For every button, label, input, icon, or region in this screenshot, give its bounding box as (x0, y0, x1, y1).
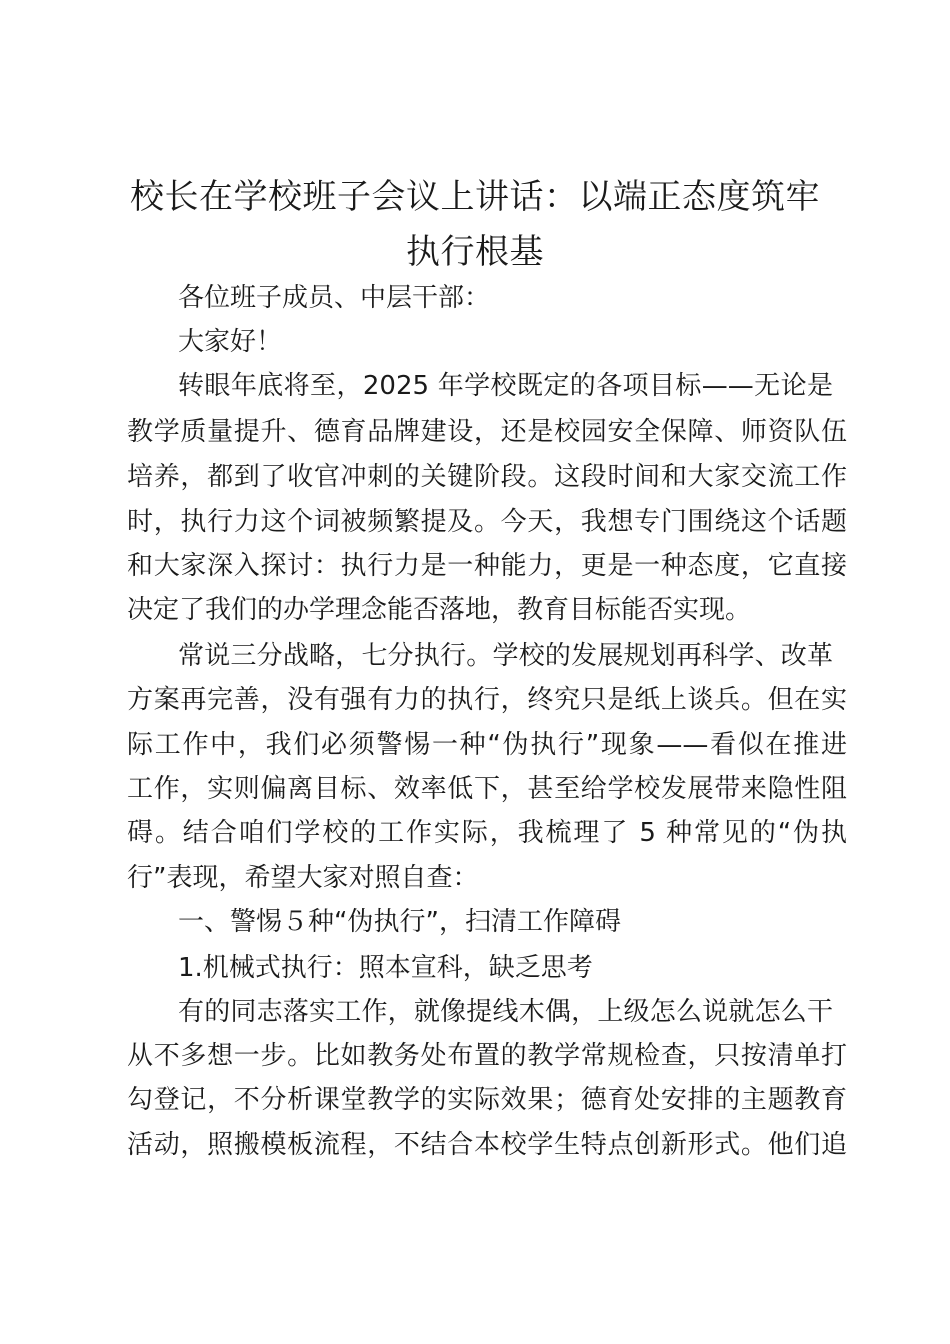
salutation: 各位班子成员、中层干部： (178, 283, 491, 313)
paragraph-2-line-1: 常说三分战略，七分执行。学校的发展规划再科学、改革 (178, 641, 833, 671)
paragraph-2-line-2: 方案再完善，没有强有力的执行，终究只是纸上谈兵。但在实 (127, 685, 847, 715)
paragraph-3-line-1: 有的同志落实工作，就像提线木偶，上级怎么说就怎么干 (178, 997, 833, 1027)
title-line-2: 执行根基 (406, 232, 544, 272)
title-line-1: 校长在学校班子会议上讲话：以端正态度筑牢 (130, 177, 820, 217)
paragraph-1-line-6: 决定了我们的办学理念能否落地，教育目标能否实现。 (127, 595, 752, 625)
paragraph-1-line-3: 培养，都到了收官冲刺的关键阶段。这段时间和大家交流工作 (127, 462, 847, 492)
paragraph-3-line-2: 从不多想一步。比如教务处布置的教学常规检查，只按清单打 (127, 1041, 847, 1071)
document-title (100, 170, 850, 280)
greeting: 大家好！ (178, 327, 283, 357)
paragraph-2-line-5: 碍。结合咱们学校的工作实际，我梳理了 5 种常见的“伪执 (127, 818, 847, 848)
subheading-1: 1.机械式执行：照本宣科，缺乏思考 (178, 953, 593, 983)
section-heading-1: 一、警惕５种“伪执行”，扫清工作障碍 (178, 907, 621, 937)
paragraph-3-line-3: 勾登记，不分析课堂教学的实际效果；德育处安排的主题教育 (127, 1085, 847, 1115)
paragraph-2-line-6: 行”表现，希望大家对照自查： (127, 863, 479, 893)
paragraph-1-line-2: 教学质量提升、德育品牌建设，还是校园安全保障、师资队伍 (127, 417, 847, 447)
paragraph-1-line-5: 和大家深入探讨：执行力是一种能力，更是一种态度，它直接 (127, 551, 847, 581)
paragraph-2-line-4: 工作，实则偏离目标、效率低下，甚至给学校发展带来隐性阻 (127, 774, 847, 804)
paragraph-1-line-4: 时，执行力这个词被频繁提及。今天，我想专门围绕这个话题 (127, 507, 847, 537)
paragraph-3-line-4: 活动，照搬模板流程，不结合本校学生特点创新形式。他们追 (127, 1130, 847, 1160)
paragraph-2-line-3: 际工作中，我们必须警惕一种“伪执行”现象——看似在推进 (127, 730, 847, 760)
paragraph-1-line-1: 转眼年底将至，2025 年学校既定的各项目标——无论是 (178, 371, 833, 401)
